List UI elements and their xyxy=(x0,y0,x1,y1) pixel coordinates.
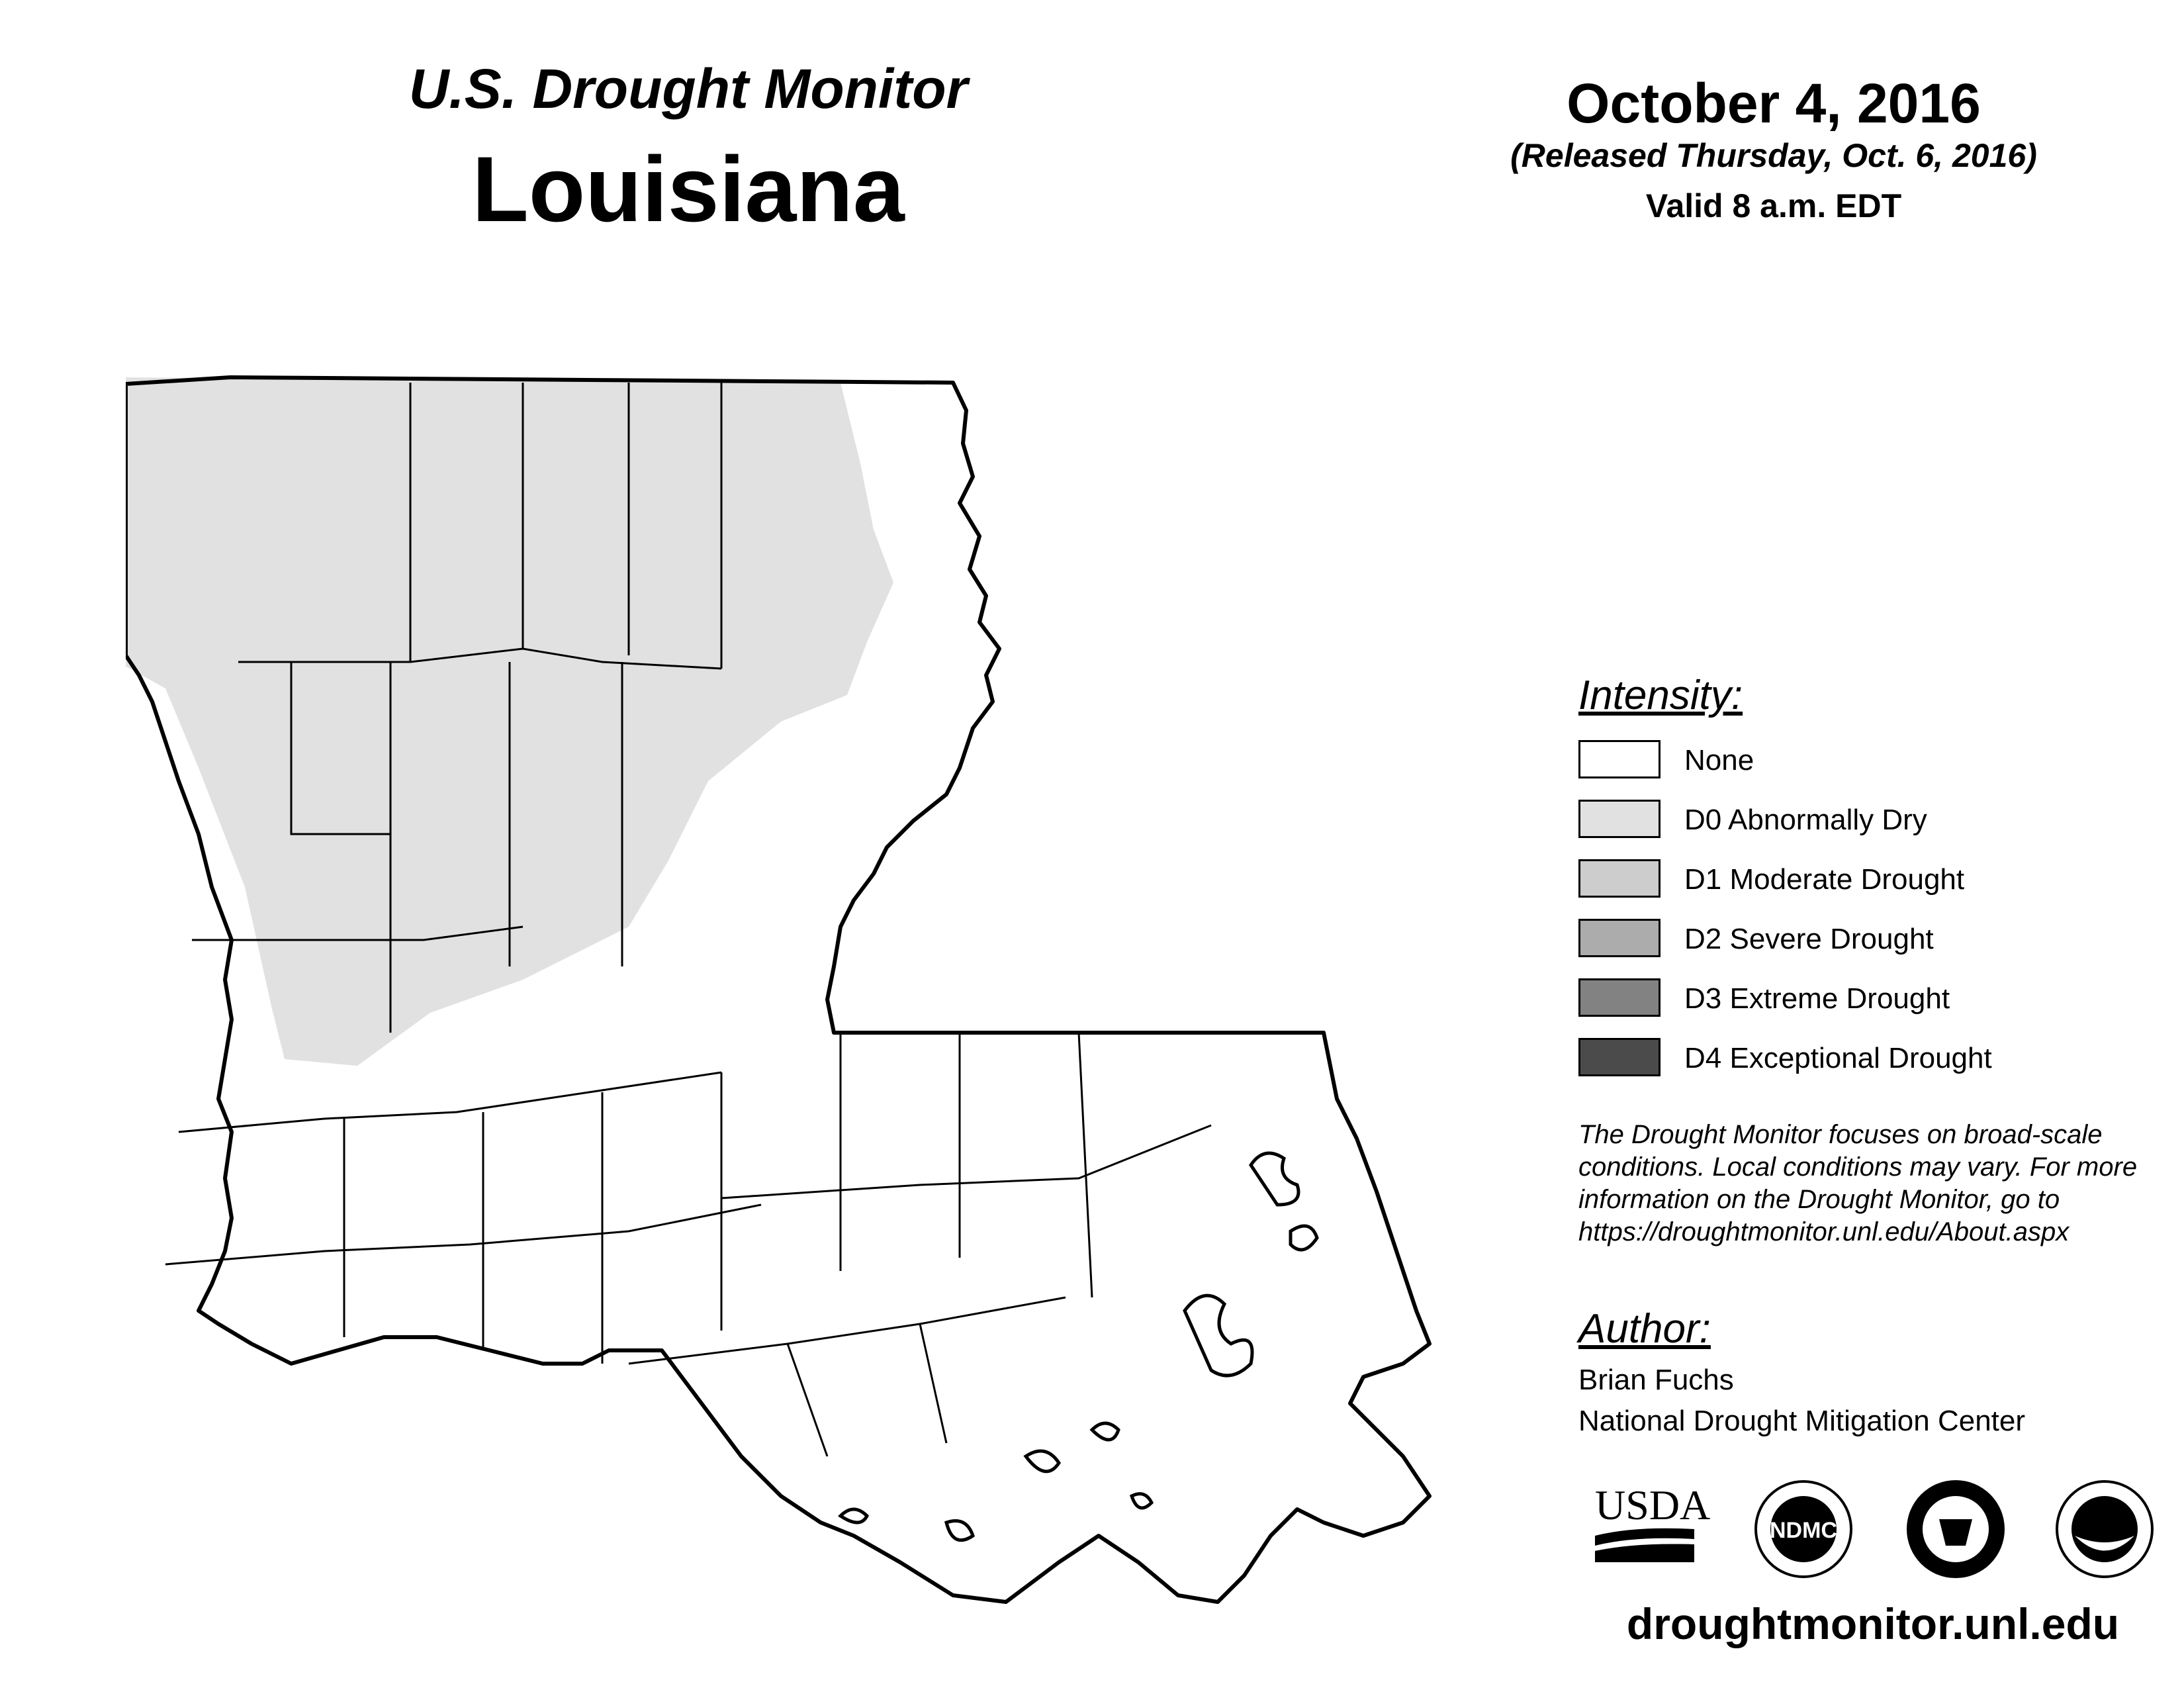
agency-logos xyxy=(1582,1473,2164,1579)
coastal-marsh xyxy=(841,1153,1317,1540)
note-link[interactable]: https://droughtmonitor.unl.edu/About.aspx xyxy=(1578,1217,2070,1246)
map-date: October 4, 2016 xyxy=(1567,72,1981,134)
state-title: Louisiana xyxy=(472,137,905,241)
legend-label: D0 Abnormally Dry xyxy=(1684,804,1927,836)
valid-time: Valid 8 a.m. EDT xyxy=(1645,187,1902,224)
legend-swatch xyxy=(1578,919,1661,957)
legend-item-d4 xyxy=(1578,1038,2108,1080)
website-url[interactable]: droughtmonitor.unl.edu xyxy=(1626,1599,2120,1648)
legend-swatch xyxy=(1578,740,1661,778)
legend-swatch xyxy=(1578,859,1661,898)
ndmc-logo xyxy=(1756,1481,1851,1577)
noaa-logo xyxy=(2057,1481,2152,1577)
legend-label: D1 Moderate Drought xyxy=(1684,863,1965,896)
legend-item-d0 xyxy=(1578,800,2108,842)
legend-swatch xyxy=(1578,1038,1661,1076)
legend-item-d1 xyxy=(1578,859,2108,902)
legend-swatch xyxy=(1578,978,1661,1017)
author-org: National Drought Mitigation Center xyxy=(1578,1405,2026,1437)
legend-swatch xyxy=(1578,800,1661,838)
commerce-seal-logo xyxy=(1907,1480,2005,1578)
note-line: The Drought Monitor focuses on broad-scale xyxy=(1578,1120,2103,1149)
legend-title: Intensity: xyxy=(1578,673,1743,718)
legend-label: None xyxy=(1684,744,1754,776)
svg-text:NDMC: NDMC xyxy=(1770,1518,1837,1543)
louisiana-map xyxy=(126,371,1516,1628)
author-name: Brian Fuchs xyxy=(1578,1364,1734,1396)
legend-item-d2 xyxy=(1578,919,2108,961)
svg-text:USDA: USDA xyxy=(1595,1481,1711,1528)
disclaimer-note xyxy=(1578,1119,2174,1248)
release-date: (Released Thursday, Oct. 6, 2016) xyxy=(1510,137,2037,174)
author-title: Author: xyxy=(1578,1306,1711,1352)
usda-logo xyxy=(1595,1481,1710,1562)
note-line: conditions. Local conditions may vary. For more xyxy=(1578,1152,2138,1182)
legend-label: D3 Extreme Drought xyxy=(1684,982,1950,1015)
note-line: information on the Drought Monitor, go to xyxy=(1578,1185,2060,1214)
legend-label: D4 Exceptional Drought xyxy=(1684,1042,1992,1074)
legend-item-none xyxy=(1578,740,2108,782)
legend-label: D2 Severe Drought xyxy=(1684,923,1934,955)
legend-item-d3 xyxy=(1578,978,2108,1021)
product-title: U.S. Drought Monitor xyxy=(408,58,968,120)
